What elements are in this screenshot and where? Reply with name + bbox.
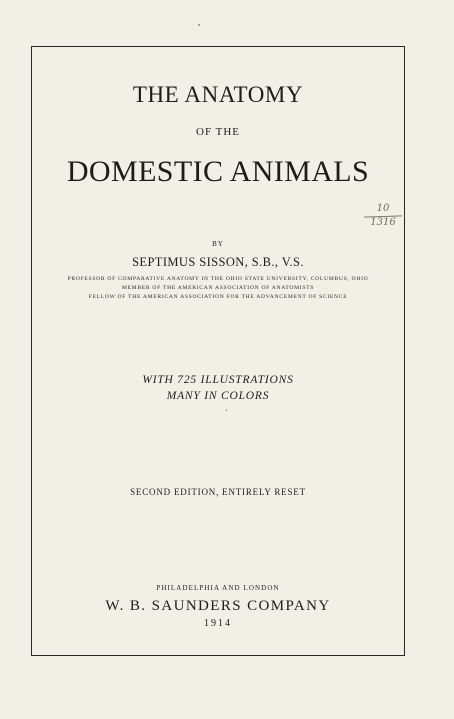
book-title-connector: OF THE [196, 126, 240, 138]
paper-speck [198, 24, 200, 26]
publication-year: 1914 [204, 618, 232, 629]
book-title-subject: DOMESTIC ANIMALS [66, 155, 370, 188]
illustrations-colors: MANY IN COLORS [166, 390, 270, 402]
publisher-name: W. B. SAUNDERS COMPANY [105, 598, 331, 614]
handwritten-shelf-mark [360, 204, 406, 234]
edition-statement: SECOND EDITION, ENTIRELY RESET [130, 487, 306, 497]
paper-speck [226, 409, 227, 411]
handwritten-numerator: 10 [376, 203, 390, 214]
author-affiliation-2: MEMBER OF THE AMERICAN ASSOCIATION OF ANATOMISTS [121, 285, 315, 291]
by-label: BY [212, 240, 224, 248]
handwritten-denominator: 1316 [370, 217, 396, 228]
publication-place: PHILADELPHIA AND LONDON [156, 584, 280, 592]
author-name: SEPTIMUS SISSON, S.B., V.S. [132, 255, 304, 269]
illustrations-count: WITH 725 ILLUSTRATIONS [142, 374, 294, 386]
book-title-main: THE ANATOMY [132, 82, 304, 107]
author-affiliation-1: PROFESSOR OF COMPARATIVE ANATOMY IN THE OHIO STATE UNIVERSITY, COLUMBUS, OHIO [67, 276, 369, 282]
author-affiliation-3: FELLOW OF THE AMERICAN ASSOCIATION FOR THE ADVANCEMENT OF SCIENCE [88, 294, 348, 300]
